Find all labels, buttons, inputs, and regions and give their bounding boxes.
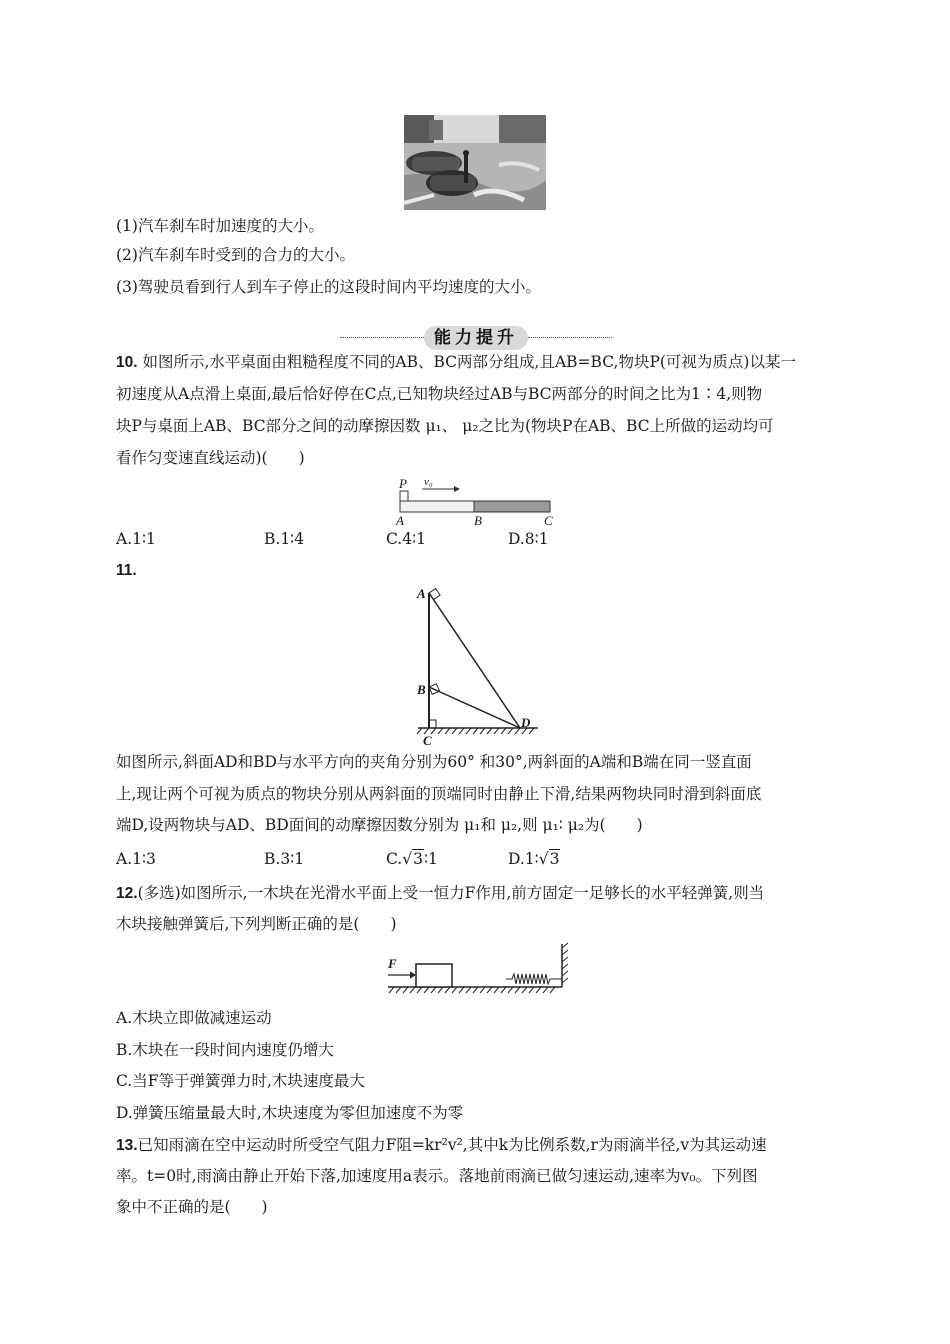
q10-number: 10. bbox=[116, 354, 138, 371]
q9-part-1: (1)汽车刹车时加速度的大小。 bbox=[116, 217, 324, 235]
street-photo bbox=[404, 115, 546, 210]
q11-label-c: C bbox=[423, 733, 432, 748]
q10-option-c[interactable]: C.4∶1 bbox=[386, 530, 426, 548]
q10-line-2: 初速度从A点滑上桌面,最后恰好停在C点,已知物块经过AB与BC两部分的时间之比为1∶4,则物 bbox=[116, 385, 763, 403]
q10-label-b: B bbox=[474, 513, 482, 528]
q11-line-2: 上,现让两个可视为质点的物块分别从两斜面的顶端同时由静止下滑,结果两物块同时滑到斜面底 bbox=[116, 785, 762, 803]
q9-part-3: (3)驾驶员看到行人到车子停止的这段时间内平均速度的大小。 bbox=[116, 278, 541, 296]
q10-line-4: 看作匀变速直线运动)( ) bbox=[116, 449, 305, 467]
section-title: 能力提升 bbox=[424, 326, 528, 350]
q10-label-c: C bbox=[544, 513, 553, 528]
q12-line-2: 木块接触弹簧后,下列判断正确的是( ) bbox=[116, 915, 397, 933]
q13-number: 13. bbox=[116, 1137, 138, 1154]
q13-line-2: 率。t=0时,雨滴由静止开始下落,加速度用a表示。落地前雨滴已做匀速运动,速率为v₀。下列图 bbox=[116, 1167, 758, 1185]
q12-option-d[interactable]: D.弹簧压缩量最大时,木块速度为零但加速度不为零 bbox=[116, 1104, 464, 1122]
q10-label-v0: v₀ bbox=[424, 476, 433, 488]
q10-figure bbox=[392, 476, 562, 528]
section-divider bbox=[340, 326, 612, 350]
q12-option-c[interactable]: C.当F等于弹簧弹力时,木块速度最大 bbox=[116, 1072, 365, 1090]
q10-label-a: A bbox=[396, 513, 404, 528]
q11-figure bbox=[410, 585, 550, 750]
q9-part-2: (2)汽车刹车时受到的合力的大小。 bbox=[116, 246, 355, 264]
q12-label-f: F bbox=[388, 956, 397, 971]
q10-line-1: 10. 如图所示,水平桌面由粗糙程度不同的AB、BC两部分组成,且AB=BC,物块P(可视为质点)以某一 bbox=[116, 353, 796, 371]
q12-option-b[interactable]: B.木块在一段时间内速度仍增大 bbox=[116, 1041, 334, 1059]
q11-label-a: A bbox=[417, 586, 426, 601]
q11-line-3: 端D,设两物块与AD、BD面间的动摩擦因数分别为 μ₁和 μ₂,则 μ₁∶ μ₂为( ) bbox=[116, 816, 643, 834]
q11-option-d[interactable]: D.1∶√3 bbox=[508, 850, 560, 868]
q13-line-3: 象中不正确的是( ) bbox=[116, 1198, 268, 1216]
q11-number: 11. bbox=[116, 562, 137, 579]
q11-line-1: 如图所示,斜面AD和BD与水平方向的夹角分别为60° 和30°,两斜面的A端和B端在同一竖直面 bbox=[116, 753, 752, 771]
q10-line-3: 块P与桌面上AB、BC部分之间的动摩擦因数 μ₁、 μ₂之比为(物块P在AB、BC上所做的运动均可 bbox=[116, 417, 774, 435]
q10-label-p: P bbox=[399, 476, 407, 491]
q11-label-b: B bbox=[417, 682, 426, 697]
q10-option-a[interactable]: A.1∶1 bbox=[116, 530, 156, 548]
q11-option-b[interactable]: B.3∶1 bbox=[264, 850, 305, 868]
q12-option-a[interactable]: A.木块立即做减速运动 bbox=[116, 1009, 272, 1027]
q10-option-b[interactable]: B.1∶4 bbox=[264, 530, 305, 548]
q10-option-d[interactable]: D.8∶1 bbox=[508, 530, 549, 548]
q13-line-1: 13.已知雨滴在空中运动时所受空气阻力F阻=kr²v²,其中k为比例系数,r为雨滴半径,v为其运动速 bbox=[116, 1136, 767, 1154]
q12-figure bbox=[380, 940, 574, 1006]
q11-option-c[interactable]: C.√3∶1 bbox=[386, 850, 438, 868]
q11-label-d: D bbox=[521, 715, 531, 730]
q12-number: 12. bbox=[116, 885, 138, 902]
q11-option-a[interactable]: A.1∶3 bbox=[116, 850, 156, 868]
q12-line-1: 12.(多选)如图所示,一木块在光滑水平面上受一恒力F作用,前方固定一足够长的水平轻弹簧,则当 bbox=[116, 884, 765, 902]
